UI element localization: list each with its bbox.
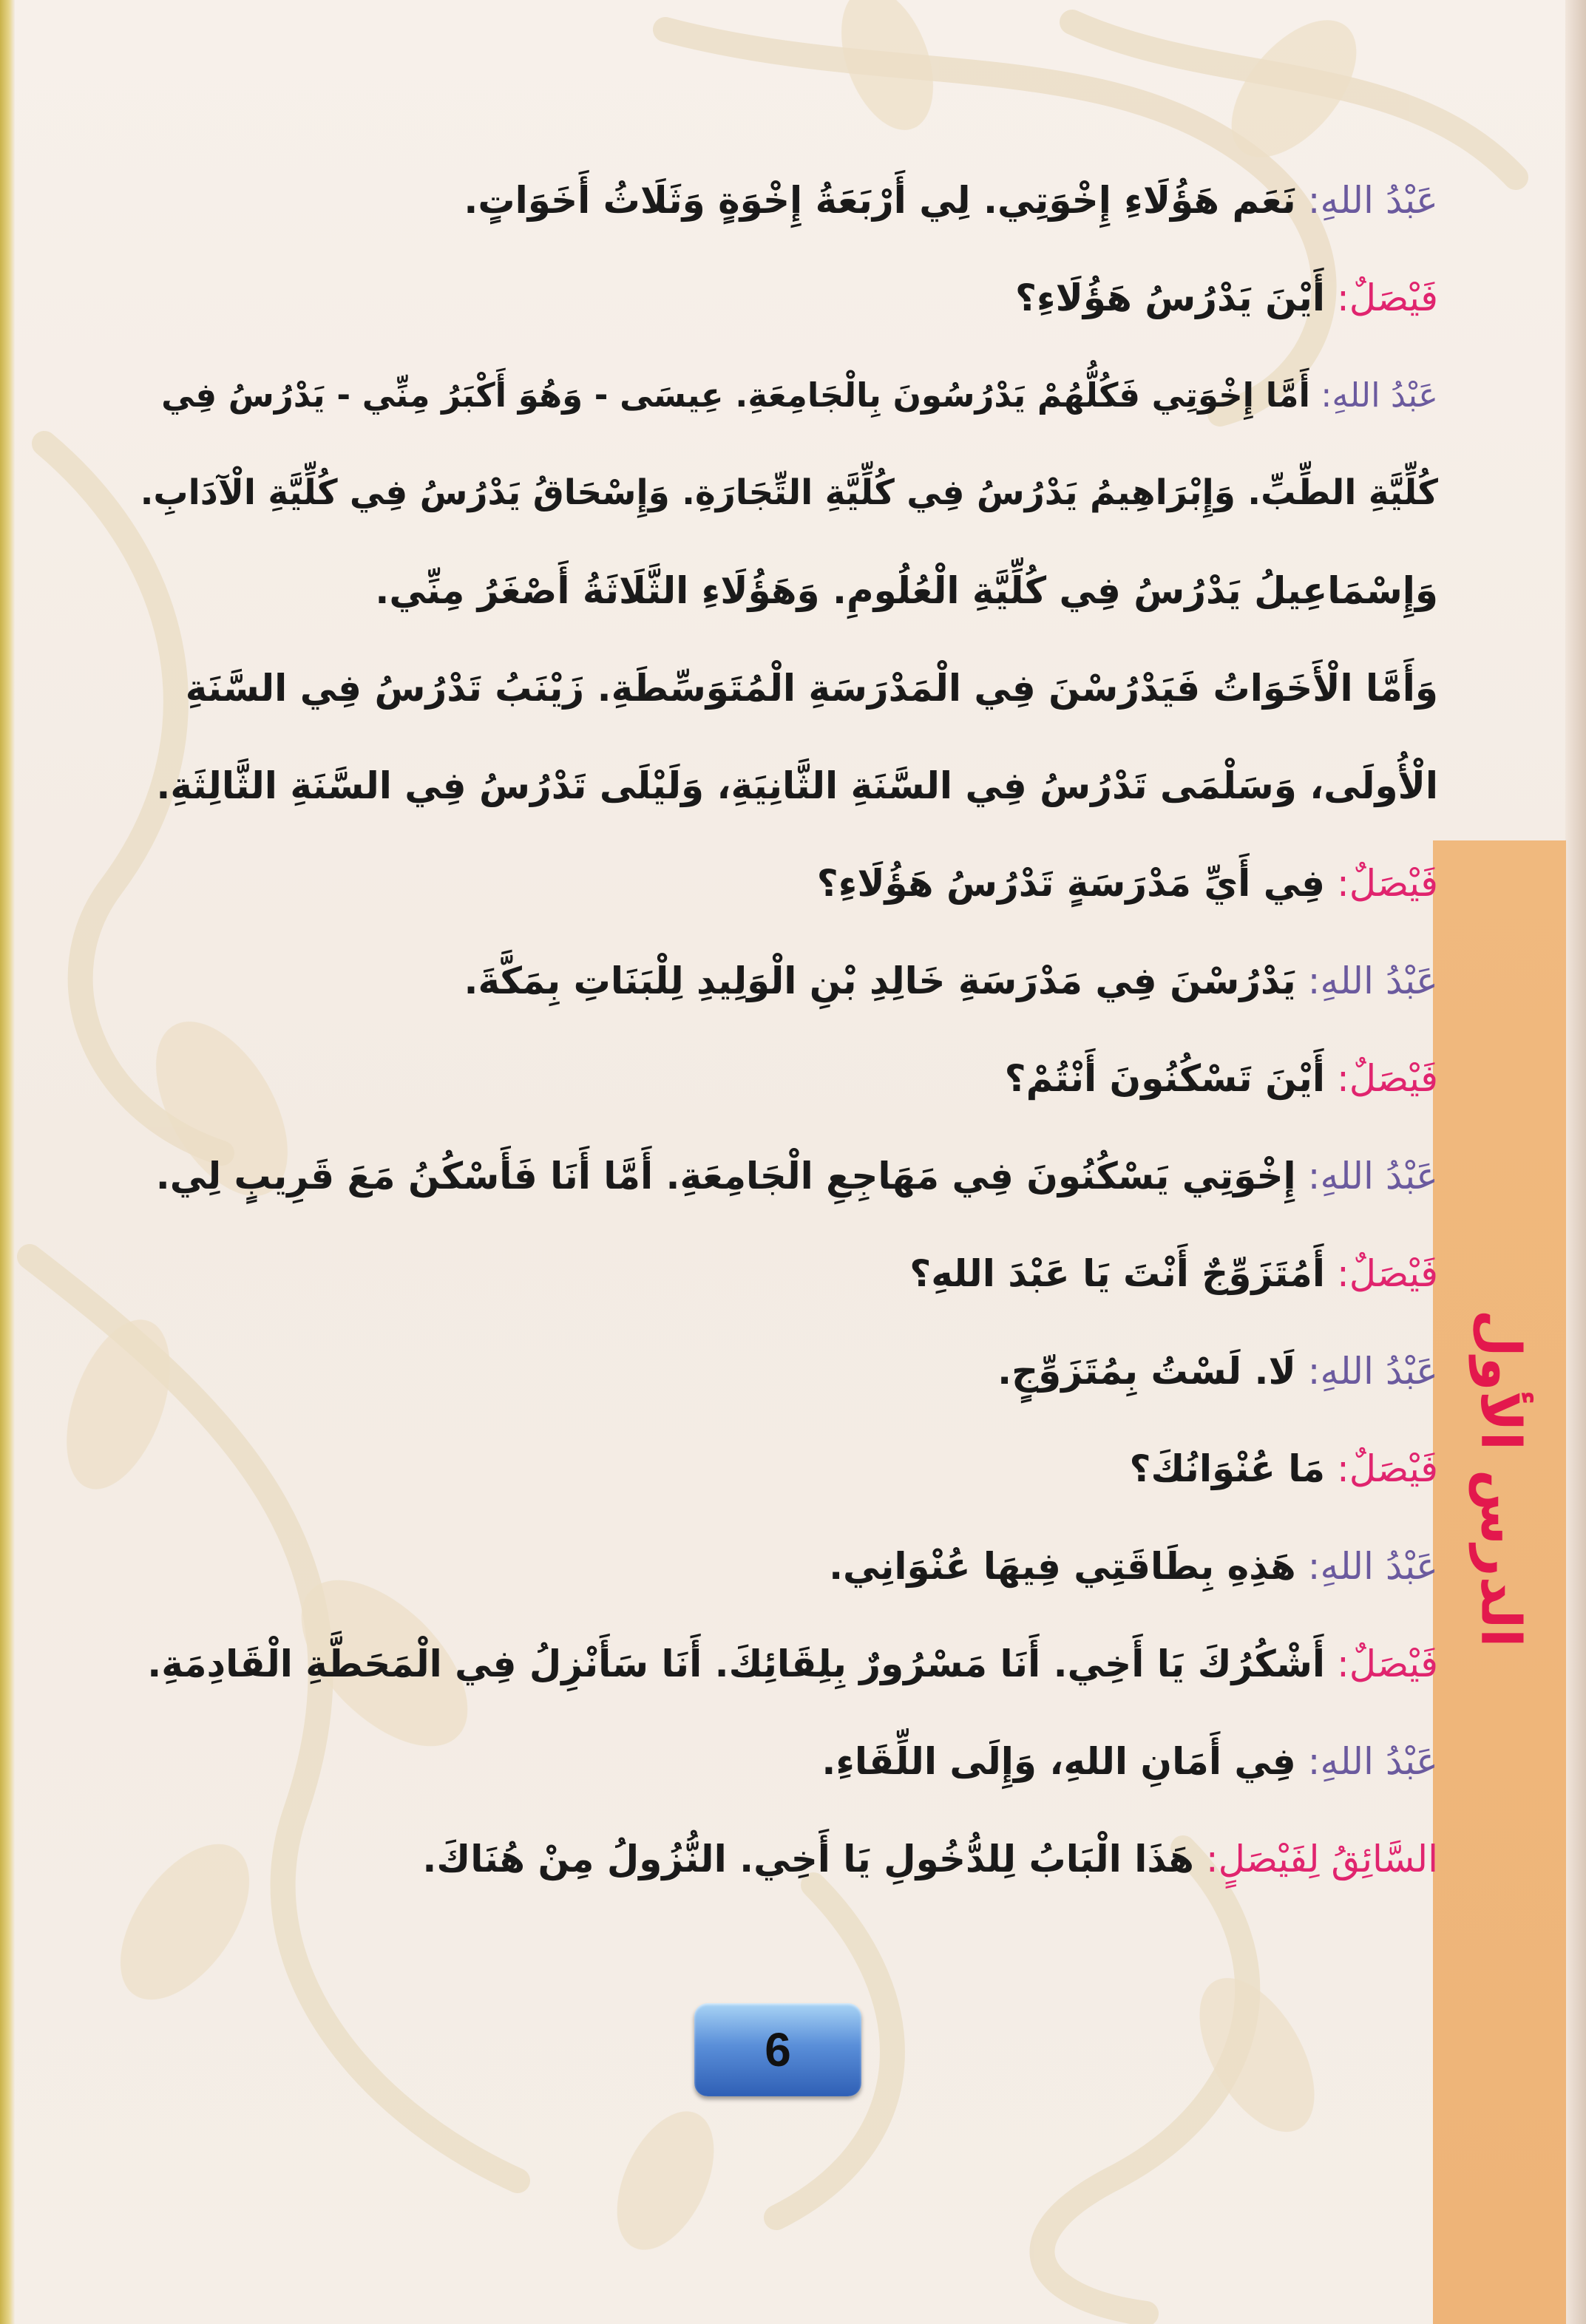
speaker-label: فَيْصَلٌ: — [1336, 276, 1438, 319]
speaker-label: فَيْصَلٌ: — [1336, 1447, 1438, 1490]
speaker-label: عَبْدُ اللهِ: — [1307, 1350, 1438, 1393]
dialogue-line — [137, 1127, 1438, 1225]
line-text: لَا. لَسْتُ بِمُتَزَوِّجٍ. — [997, 1350, 1296, 1393]
dialogue-line — [137, 542, 1438, 639]
line-text: فِي أَيِّ مَدْرَسَةٍ تَدْرُسُ هَؤُلَاءِ؟ — [816, 862, 1326, 905]
speaker-label: السَّائِقُ لِفَيْصَلٍ: — [1205, 1838, 1438, 1880]
dialogue-line — [137, 1030, 1438, 1127]
speaker-label: فَيْصَلٌ: — [1336, 1252, 1438, 1295]
line-text: إِخْوَتِي يَسْكُنُونَ فِي مَهَاجِعِ الْجَامِعَةِ. أَمَّا أَنَا فَأَسْكُنُ مَعَ قَرِيبٍ لِي. — [155, 1155, 1296, 1197]
line-text: الْأُولَى، وَسَلْمَى تَدْرُسُ فِي السَّنَةِ الثَّانِيَةِ، وَلَيْلَى تَدْرُسُ فِي السَّنَةِ الثَّالِثَةِ. — [156, 764, 1438, 807]
page-number-badge — [694, 2003, 861, 2096]
speaker-label: فَيْصَلٌ: — [1336, 1057, 1438, 1100]
line-text: أَشْكُرُكَ يَا أَخِي. أَنَا مَسْرُورٌ بِلِقَائِكَ. أَنَا سَأَنْزِلُ فِي الْمَحَطَّةِ الْقَادِمَةِ. — [147, 1642, 1326, 1685]
line-text: فِي أَمَانِ اللهِ، وَإِلَى اللِّقَاءِ. — [821, 1740, 1296, 1783]
line-text: يَدْرُسْنَ فِي مَدْرَسَةِ خَالِدِ بْنِ الْوَلِيدِ لِلْبَنَاتِ بِمَكَّةَ. — [464, 959, 1296, 1002]
speaker-label: فَيْصَلٌ: — [1336, 1642, 1438, 1685]
line-text: نَعَم هَؤُلَاءِ إِخْوَتِي. لِي أَرْبَعَةُ إِخْوَةٍ وَثَلَاثُ أَخَوَاتٍ. — [464, 179, 1296, 222]
speaker-label: عَبْدُ اللهِ: — [1307, 1740, 1438, 1783]
dialogue-line — [137, 835, 1438, 932]
dialogue-line — [137, 152, 1438, 249]
dialogue-line — [137, 1420, 1438, 1518]
dialogue-line — [137, 1225, 1438, 1322]
line-text: وَأَمَّا الْأَخَوَاتُ فَيَدْرُسْنَ فِي الْمَدْرَسَةِ الْمُتَوَسِّطَةِ. زَيْنَبُ تَدْرُسُ فِي السَّنَةِ — [185, 667, 1438, 710]
dialogue-block — [137, 152, 1438, 1908]
page-number: 6 — [765, 2023, 791, 2076]
dialogue-line — [137, 1518, 1438, 1615]
line-text: أَمُتَزَوِّجٌ أَنْتَ يَا عَبْدَ اللهِ؟ — [909, 1252, 1326, 1295]
dialogue-line — [137, 249, 1438, 347]
dialogue-line — [137, 444, 1438, 542]
speaker-label: فَيْصَلٌ: — [1336, 862, 1438, 905]
line-text: كُلِّيَّةِ الطِّبِّ. وَإِبْرَاهِيمُ يَدْرُسُ فِي كُلِّيَّةِ التِّجَارَةِ. وَإِسْحَاقُ يَدْرُسُ فِي كُلِّيَّةِ الْآدَابِ. — [140, 472, 1438, 513]
line-text: أَمَّا إِخْوَتِي فَكُلُّهُمْ يَدْرُسُونَ بِالْجَامِعَةِ. عِيسَى - وَهُوَ أَكْبَرُ مِنِّي - يَدْرُسُ فِي — [161, 376, 1310, 415]
speaker-label: عَبْدُ اللهِ: — [1307, 1155, 1438, 1197]
lesson-title — [1449, 1271, 1553, 1685]
line-text: مَا عُنْوَانُكَ؟ — [1129, 1447, 1326, 1490]
speaker-label: عَبْدُ اللهِ: — [1307, 959, 1438, 1002]
line-text: أَيْنَ يَدْرُسُ هَؤُلَاءِ؟ — [1015, 276, 1326, 319]
line-text: وَإِسْمَاعِيلُ يَدْرُسُ فِي كُلِّيَّةِ الْعُلُومِ. وَهَؤُلَاءِ الثَّلَاثَةُ أَصْغَرُ مِنِّي. — [375, 569, 1438, 612]
line-text: أَيْنَ تَسْكُنُونَ أَنْتُمْ؟ — [1004, 1057, 1326, 1100]
line-text: هَذِهِ بِطَاقَتِي فِيهَا عُنْوَانِي. — [829, 1545, 1296, 1588]
dialogue-line — [137, 347, 1438, 444]
dialogue-line — [137, 639, 1438, 737]
speaker-label: عَبْدُ اللهِ: — [1307, 179, 1438, 222]
dialogue-line — [137, 1322, 1438, 1420]
dialogue-line — [137, 1615, 1438, 1713]
dialogue-line — [137, 932, 1438, 1030]
dialogue-line — [137, 737, 1438, 835]
line-text: هَذَا الْبَابُ لِلدُّخُولِ يَا أَخِي. النُّزُولُ مِنْ هُنَاكَ. — [422, 1838, 1194, 1880]
speaker-label: عَبْدُ اللهِ: — [1307, 1545, 1438, 1588]
dialogue-line — [137, 1713, 1438, 1810]
lesson-title-text: الدرس الأول — [1469, 1309, 1534, 1648]
dialogue-line — [137, 1810, 1438, 1908]
speaker-label: عَبْدُ اللهِ: — [1321, 376, 1438, 415]
